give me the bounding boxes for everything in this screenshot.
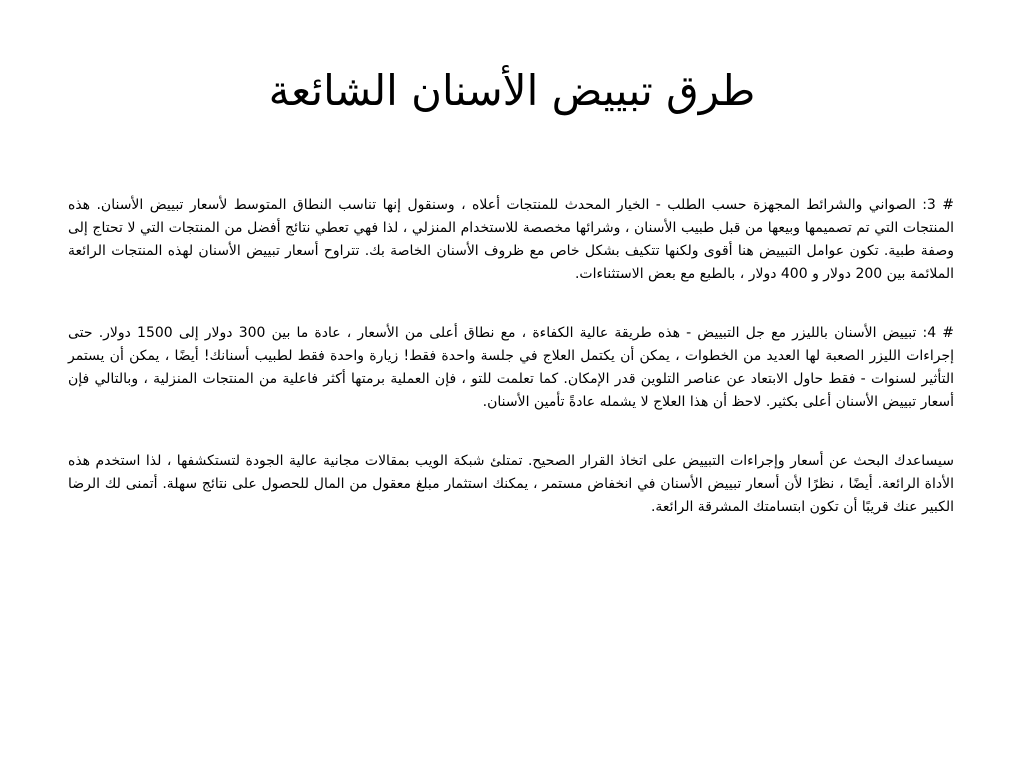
paragraph-conclusion: سيساعدك البحث عن أسعار وإجراءات التبييض على اتخاذ القرار الصحيح. تمتلئ شبكة الويب بمقالات مجانية عالية الجودة لتستكشفها ، لذا استخدم هذه الأداة الرائعة. أيضًا ، نظرًا لأن أسعار تبييض الأسنان في انخفاض مستمر ، يمكنك استثمار مبلغ معقول من المال للحصول على نتائج سهلة. أتمنى لك الرضا الكبير عنك قريبًا أن تكون ابتسامتك المشرقة الرائعة.	[68, 453, 954, 515]
paragraph-laser-trays: # 3: الصواني والشرائط المجهزة حسب الطلب - الخيار المحدث للمنتجات أعلاه ، وسنقول إنها تناسب النطاق المتوسط لأسعار تبييض الأسنان. هذه المنتجات التي تم تصميمها وبيعها من قبل طبيب الأسنان ، وشرائها مخصصة للاستخدام المنزلي ، لذا فهي تعطي نتائج أفضل من المنتجات التي لا تحتاج إلى وصفة طبية. تكون عوامل التبييض هنا أقوى ولكنها تتكيف بشكل خاص مع ظروف الأسنان الخاصة بك. تتراوح أسعار تبييض الأسنان لهذه المنتجات الرائعة الملائمة بين 200 دولار و 400 دولار ، بالطبع مع بعض الاستثناءات.	[68, 197, 954, 282]
slide-body	[68, 194, 954, 555]
paragraph-laser-gel: # 4: تبييض الأسنان بالليزر مع جل التبييض - هذه طريقة عالية الكفاءة ، مع نطاق أعلى من الأسعار ، عادة ما بين 300 دولار إلى 1500 دولار. حتى إجراءات الليزر الصعبة لها العديد من الخطوات ، يمكن أن يكتمل العلاج في جلسة واحدة فقط! زيارة واحدة فقط لطبيب أسنانك! أيضًا ، يمكن أن يستمر التأثير لسنوات - فقط حاول الابتعاد عن عناصر التلوين قدر الإمكان. كما تعلمت للتو ، فإن العملية برمتها أكثر فاعلية من المنتجات المنزلية ، وبالتالي فإن أسعار تبييض الأسنان أعلى بكثير. لاحظ أن هذا العلاج لا يشمله عادةً تأمين الأسنان.	[68, 325, 954, 410]
slide-title: طرق تبييض الأسنان الشائعة	[268, 66, 756, 115]
